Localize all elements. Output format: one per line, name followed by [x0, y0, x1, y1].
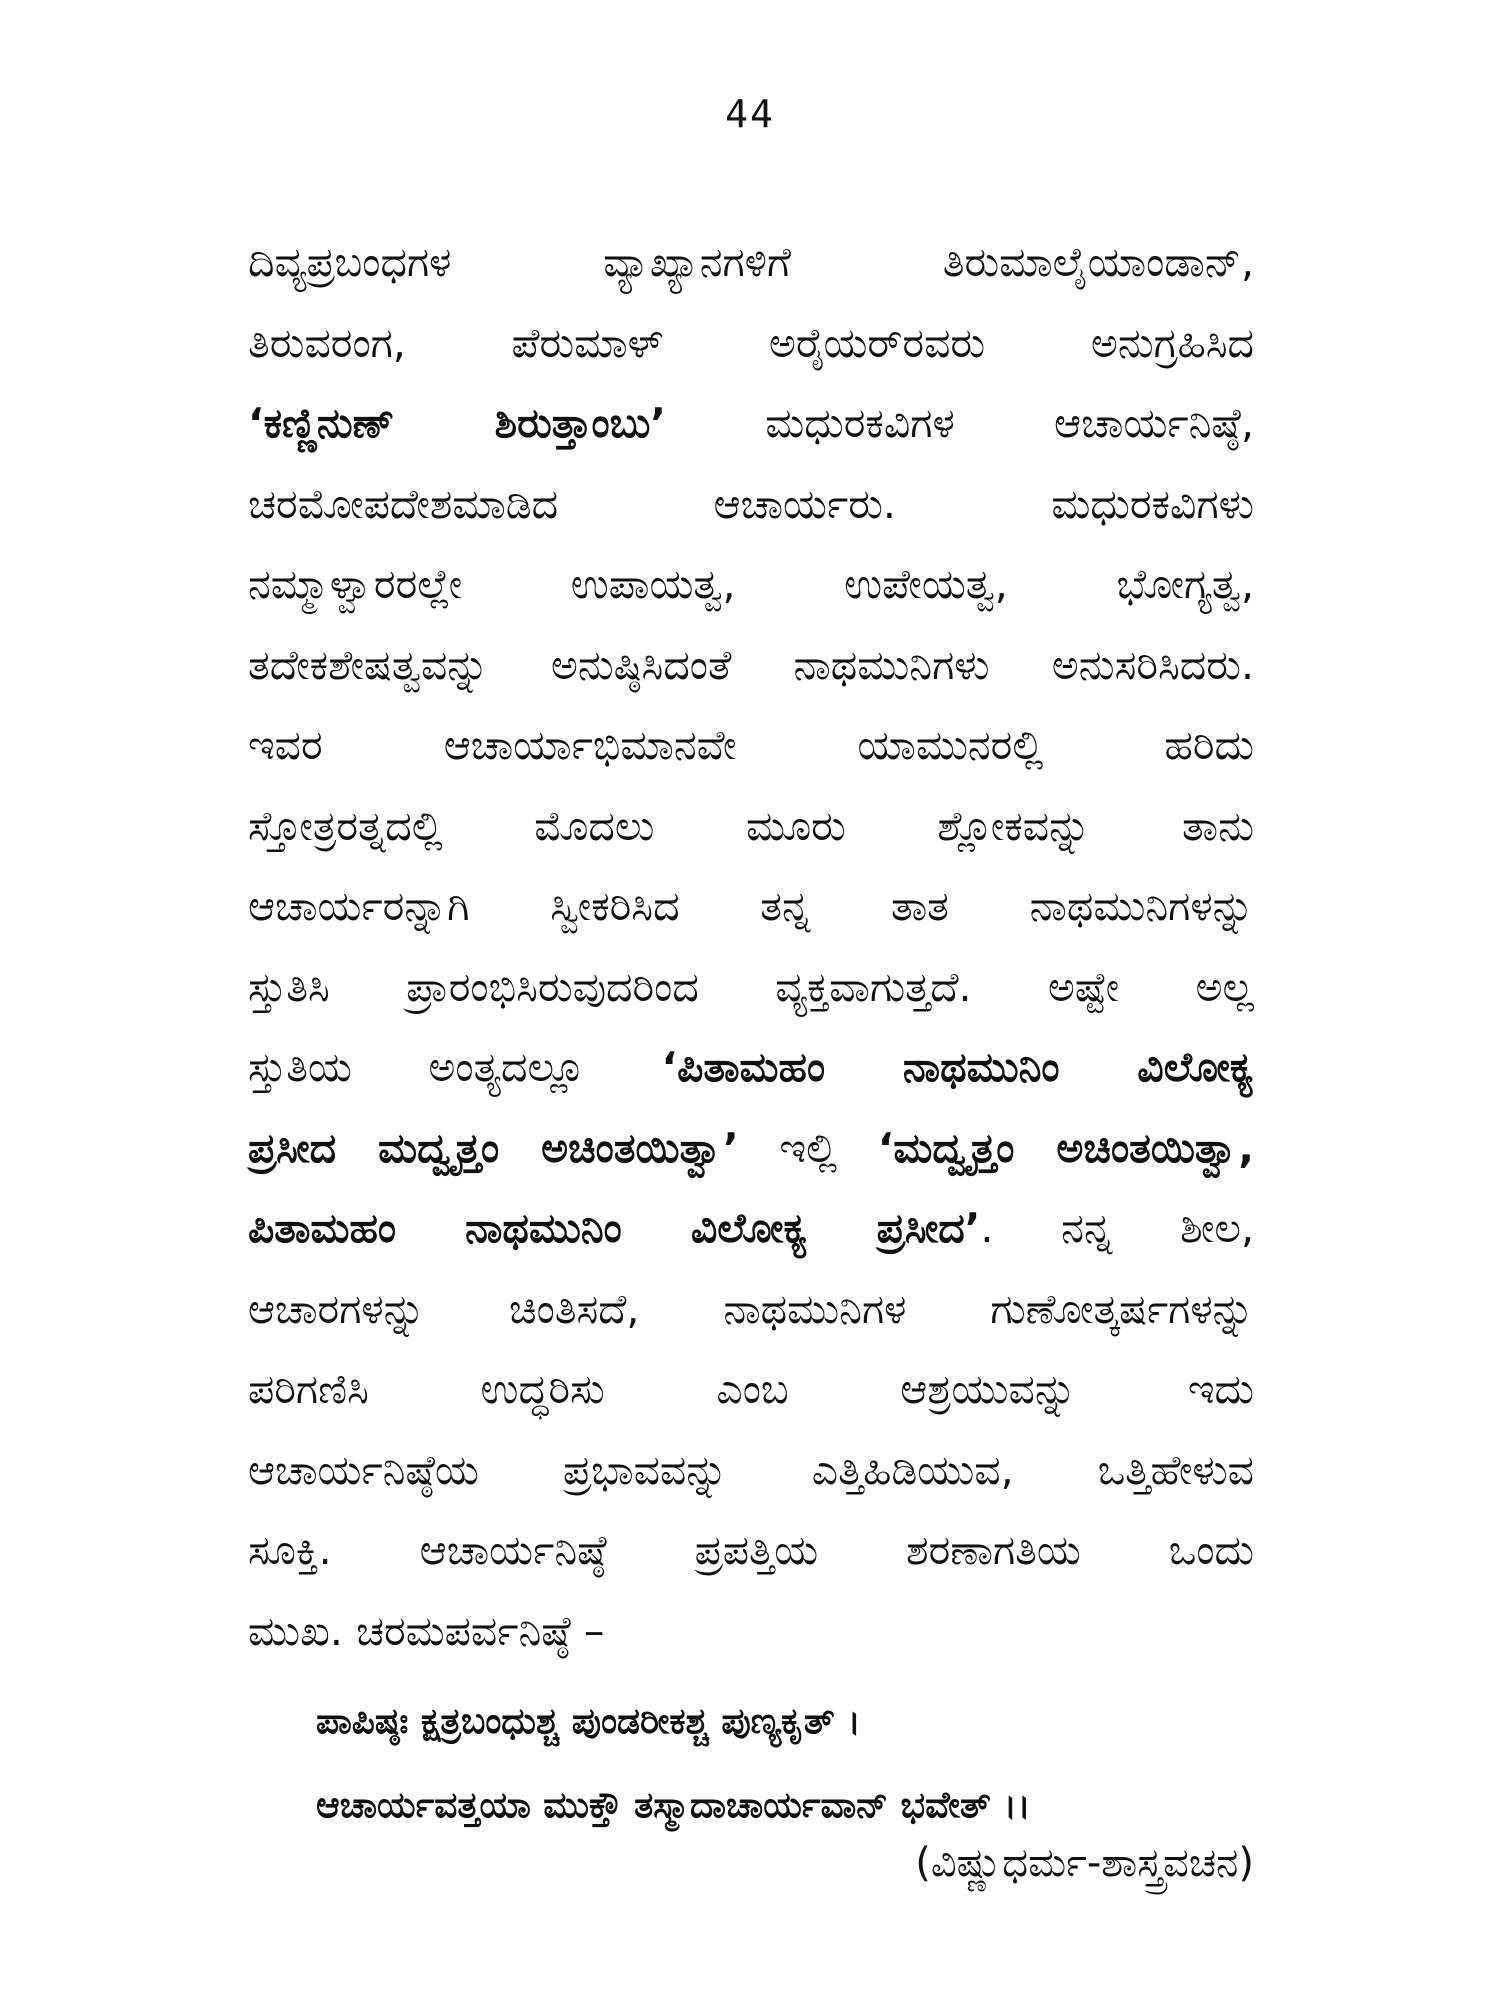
paragraph-text: ಮಧುರಕವಿಗಳ ಆಚಾರ್ಯನಿಷ್ಠೆ,	[666, 399, 1254, 447]
paragraph-line: ಸೂಕ್ತಿ. ಆಚಾರ್ಯನಿಷ್ಠೆ ಪ್ರಪತ್ತಿಯ ಶರಣಾಗತಿಯ ಒಂದು	[248, 1526, 1254, 1574]
paragraph-text: . ನನ್ನ ಶೀಲ,	[980, 1204, 1254, 1252]
paragraph-line: ಸ್ತುತಿಸಿ ಪ್ರಾರಂಭಿಸಿರುವುದರಿಂದ ವ್ಯಕ್ತವಾಗುತ್ತದೆ. ಅಷ್ಟೇ ಅಲ್ಲ	[248, 962, 1254, 1011]
paragraph-line: ತದೇಕಶೇಷತ್ವವನ್ನು ಅನುಷ್ಠಿಸಿದಂತೆ ನಾಥಮುನಿಗಳು ಅನುಸರಿಸಿದರು.	[248, 640, 1254, 689]
quoted-sloka: ಪಿತಾಮಹಂ ನಾಥಮುನಿಂ ವಿಲೋಕ್ಯ ಪ್ರಸೀದ’	[248, 1204, 981, 1252]
paragraph-line: ನಮ್ಮಾಳ್ವಾರರಲ್ಲೇ ಉಪಾಯತ್ವ, ಉಪೇಯತ್ವ, ಭೋಗ್ಯತ್ವ,	[248, 560, 1254, 608]
sanskrit-verse	[316, 1680, 1031, 1848]
paragraph-text: ಸ್ತುತಿಯ ಅಂತ್ಯದಲ್ಲೂ	[248, 1043, 662, 1091]
paragraph-line: ಸ್ತೋತ್ರರತ್ನದಲ್ಲಿ ಮೊದಲು ಮೂರು ಶ್ಲೋಕವನ್ನು ತಾನು	[248, 801, 1254, 850]
paragraph-line	[248, 1188, 1254, 1269]
verse-line: ಪಾಪಿಷ್ಠಃ ಕ್ಷತ್ರಬಂಧುಶ್ಚ ಪುಂಡರೀಕಶ್ಚ ಪುಣ್ಯಕೃತ್ ।	[316, 1701, 861, 1742]
paragraph-line: ಮುಖ. ಚರಮಪರ್ವನಿಷ್ಠೆ –	[248, 1606, 605, 1655]
paragraph-text: ಇಲ್ಲಿ	[738, 1123, 878, 1172]
quoted-title: ‘ಕಣ್ಣಿನುಣ್ ಶಿರುತ್ತಾಂಬು’	[248, 399, 667, 447]
paragraph-line: ಆಚಾರ್ಯನಿಷ್ಠೆಯ ಪ್ರಭಾವವನ್ನು ಎತ್ತಿಹಿಡಿಯುವ, ಒತ್ತಿಹೇಳುವ	[248, 1445, 1254, 1494]
page-number: 44	[725, 92, 775, 136]
paragraph-line: ತಿರುವರಂಗ, ಪೆರುಮಾಳ್ ಅರೈಯರ್‌ರವರು ಅನುಗ್ರಹಿಸಿದ	[248, 318, 1254, 367]
body-paragraph	[248, 222, 1254, 1671]
verse-line: ಆಚಾರ್ಯವತ್ತಯಾ ಮುಕ್ತೌ ತಸ್ಮಾದಾಚಾರ್ಯವಾನ್ ಭವೇತ್ ।।	[316, 1785, 1031, 1826]
paragraph-line: ಪರಿಗಣಿಸಿ ಉದ್ಧರಿಸು ಎಂಬ ಆಶ್ರಯುವನ್ನು ಇದು	[248, 1365, 1254, 1413]
paragraph-line: ಇವರ ಆಚಾರ್ಯಾಭಿಮಾನವೇ ಯಾಮುನರಲ್ಲಿ ಹರಿದು	[248, 721, 1254, 769]
paragraph-line	[248, 1108, 1254, 1189]
quoted-sloka: ‘ಪಿತಾಮಹಂ ನಾಥಮುನಿಂ ವಿಲೋಕ್ಯ	[661, 1043, 1254, 1091]
quoted-sloka: ಪ್ರಸೀದ ಮದ್ವೃತ್ತಂ ಅಚಿಂತಯಿತ್ವಾ’	[248, 1123, 739, 1172]
paragraph-line	[248, 383, 1254, 464]
paragraph-line: ಆಚಾರಗಳನ್ನು ಚಿಂತಿಸದೆ, ನಾಥಮುನಿಗಳ ಗುಣೋತ್ಕರ್ಷಗಳನ್ನು	[248, 1284, 1254, 1333]
verse-source: (ವಿಷ್ಣುಧರ್ಮ-ಶಾಸ್ತ್ರವಚನ)	[915, 1840, 1254, 1886]
paragraph-line	[248, 1027, 1254, 1108]
paragraph-line: ದಿವ್ಯಪ್ರಬಂಧಗಳ ವ್ಯಾಖ್ಯಾನಗಳಿಗೆ ತಿರುಮಾಲೈಯಾಂಡಾನ್,	[248, 238, 1254, 286]
paragraph-line: ಆಚಾರ್ಯರನ್ನಾಗಿ ಸ್ವೀಕರಿಸಿದ ತನ್ನ ತಾತ ನಾಥಮುನಿಗಳನ್ನು	[248, 882, 1254, 930]
paragraph-line: ಚರಮೋಪದೇಶಮಾಡಿದ ಆಚಾರ್ಯರು. ಮಧುರಕವಿಗಳು	[248, 479, 1254, 528]
quoted-sloka: ‘ಮದ್ವೃತ್ತಂ ಅಚಿಂತಯಿತ್ವಾ,	[877, 1123, 1254, 1172]
